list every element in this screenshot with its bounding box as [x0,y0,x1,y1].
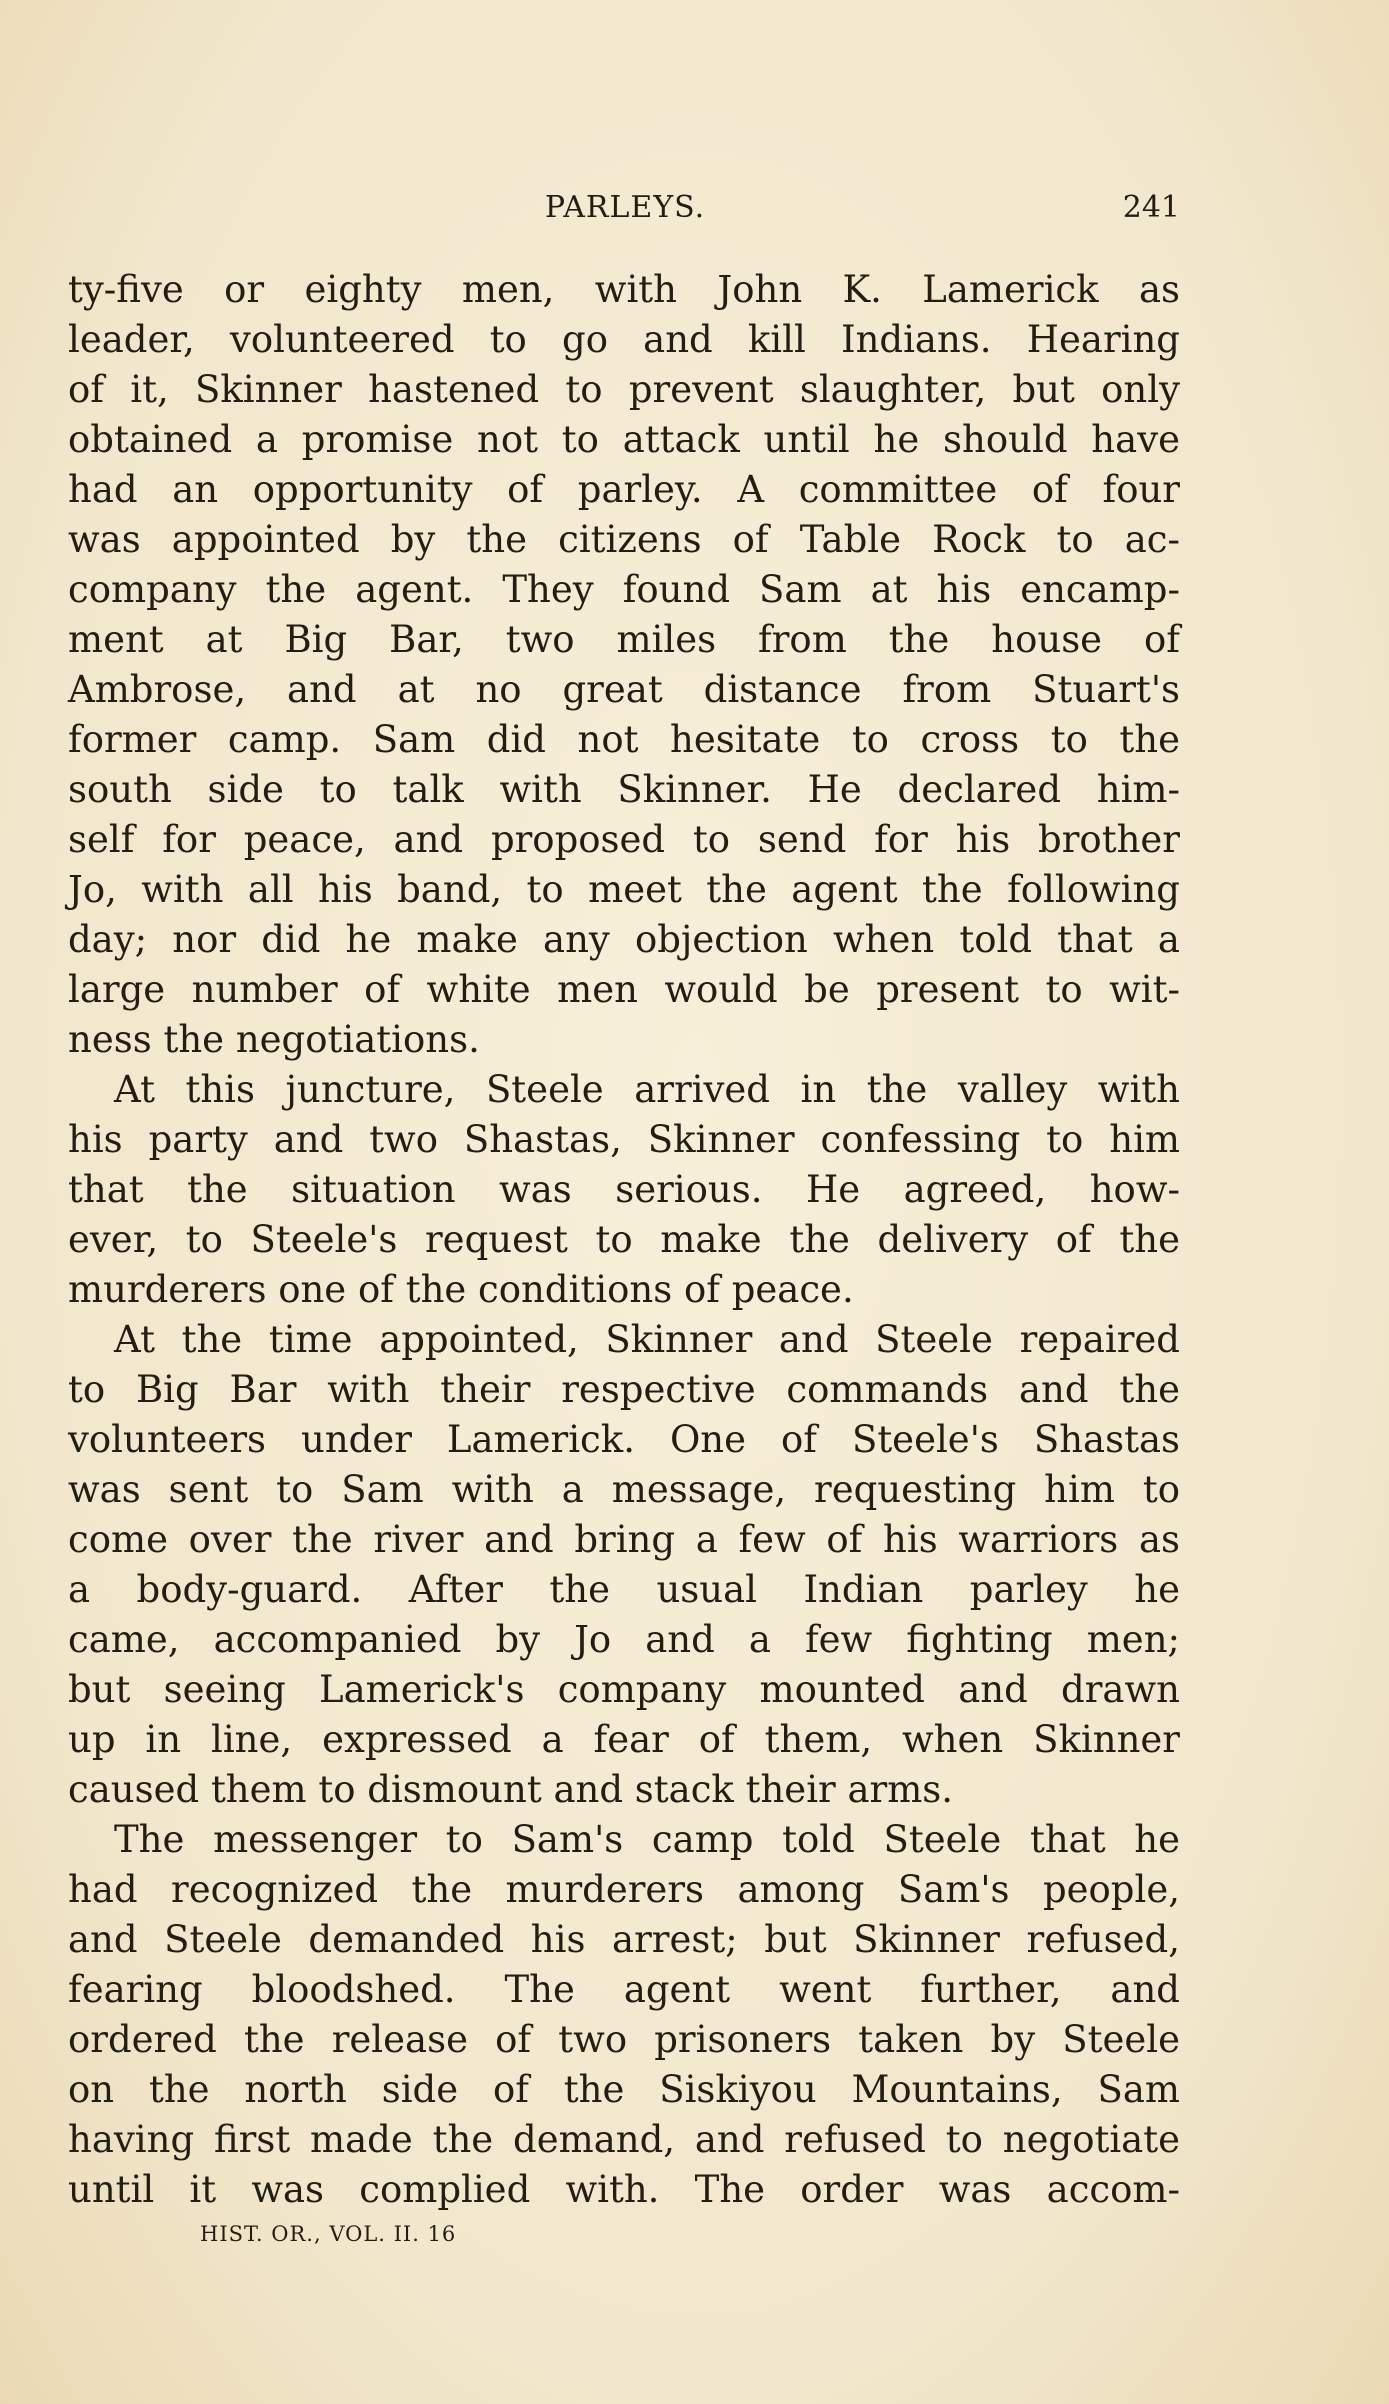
text-line: Jo, with all his band, to meet the agent the following [68,868,1180,911]
running-title: PARLEYS. [544,190,706,225]
text-line: up in line, expressed a fear of them, when Skinner [68,1718,1180,1761]
text-line: former camp. Sam did not hesitate to cross to the [68,718,1180,761]
text-line: large number of white men would be present to wit- [68,968,1180,1011]
text-line: murderers one of the conditions of peace. [68,1268,854,1311]
paragraph-first-line: At the time appointed, Skinner and Steele repaired [114,1318,1180,1361]
signature-mark: HIST. OR., VOL. II. 16 [200,2222,457,2246]
text-line: his party and two Shastas, Skinner confessing to him [68,1118,1180,1161]
text-line: and Steele demanded his arrest; but Skinner refused, [68,1918,1180,1961]
text-line: obtained a promise not to attack until he should have [68,418,1180,461]
body-text [68,265,1180,2215]
text-line: but seeing Lamerick's company mounted and drawn [68,1668,1180,1711]
text-line: was sent to Sam with a message, requesting him to [68,1468,1180,1511]
text-line: ness the negotiations. [68,1018,480,1061]
text-line: Ambrose, and at no great distance from Stuart's [68,668,1180,711]
text-line: ever, to Steele's request to make the delivery of the [68,1218,1180,1261]
text-line: a body-guard. After the usual Indian parley he [68,1568,1180,1611]
text-line: ment at Big Bar, two miles from the house of [68,618,1180,661]
text-line: on the north side of the Siskiyou Mountains, Sam [68,2068,1180,2111]
text-line: was appointed by the citizens of Table Rock to ac- [68,518,1180,561]
text-line: south side to talk with Skinner. He declared him- [68,768,1180,811]
page-number: 241 [1122,190,1180,225]
text-line: that the situation was serious. He agreed, how- [68,1168,1180,1211]
paragraph-first-line: At this juncture, Steele arrived in the valley with [114,1068,1180,1111]
text-line: ty-five or eighty men, with John K. Lamerick as [68,268,1180,311]
text-line: company the agent. They found Sam at his encamp- [68,568,1180,611]
text-line: to Big Bar with their respective commands and the [68,1368,1180,1411]
text-line: ordered the release of two prisoners taken by Steele [68,2018,1180,2061]
text-line: had recognized the murderers among Sam's people, [68,1868,1180,1911]
text-line: fearing bloodshed. The agent went further, and [68,1968,1180,2011]
text-line: day; nor did he make any objection when told that a [68,918,1180,961]
text-line: leader, volunteered to go and kill Indians. Hearing [68,318,1180,361]
text-line: self for peace, and proposed to send for his brother [68,818,1180,861]
text-line: of it, Skinner hastened to prevent slaughter, but only [68,368,1180,411]
text-line: until it was complied with. The order was accom- [68,2168,1180,2211]
text-line: came, accompanied by Jo and a few fighting men; [68,1618,1180,1661]
text-line: volunteers under Lamerick. One of Steele's Shastas [68,1418,1180,1461]
text-line: come over the river and bring a few of his warriors as [68,1518,1180,1561]
text-line: caused them to dismount and stack their arms. [68,1768,954,1811]
page-header [70,190,1180,230]
paragraph-first-line: The messenger to Sam's camp told Steele that he [114,1818,1180,1861]
text-line: having first made the demand, and refused to negotiate [68,2118,1180,2161]
text-line: had an opportunity of parley. A committee of four [68,468,1180,511]
